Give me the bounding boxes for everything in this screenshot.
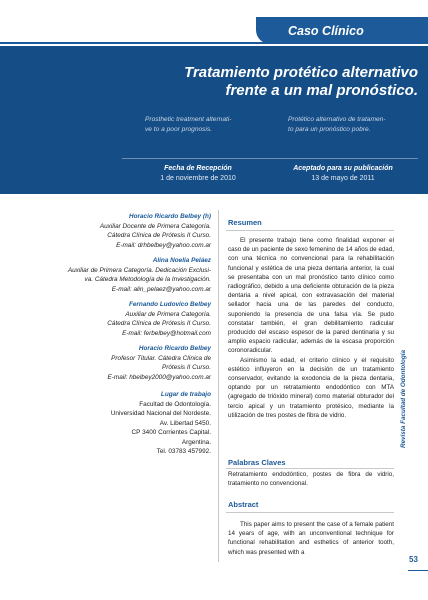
author-1: Horacio Ricardo Belbey (h) Auxiliar Docente de Primera Categoría. Cátedra Clínica de Prótesis II Curso. E-mail: drhbelbey@yahoo.com.ar (0, 212, 211, 250)
author-email: E-mail: hbelbey2000@yahoo.com.ar (107, 373, 211, 381)
workplace: Lugar de trabajo Facultad de Odontología. Universidad Nacional del Nordeste. Av. Libertad 5450. CP 3400 Corrientes Capital. Argentina. Tel. 03783 457992. (110, 391, 211, 455)
column-divider (218, 210, 219, 562)
palabras-heading: Palabras Claves (228, 458, 286, 467)
header-rule (0, 42, 428, 44)
author-email: E-mail: drhbelbey@yahoo.com.ar (116, 241, 211, 249)
english-title: Prosthetic treatment alternati- ve to a poor prognosis. (145, 116, 232, 133)
journal-name: Revista Facultad de Odontología (400, 350, 407, 448)
palabras-text: Retratamiento endodóntico, postes de fibra de vidrio, tratamiento no convencional. (228, 471, 394, 488)
footer-rule (408, 570, 428, 571)
author-3: Fernando Ludovico Belbey Auxiliar de Primera Categoría. Cátedra Clínica de Prótesis II Curso. E-mail: ferbelbey@hotmail.com (0, 300, 211, 338)
author-email: E-mail: ferbelbey@hotmail.com (122, 329, 211, 337)
resumen-rule (226, 230, 394, 231)
received-date: Fecha de Recepción 1 de noviembre de 2010 (160, 165, 236, 182)
section-tab (256, 17, 428, 44)
banner-divider (122, 158, 418, 159)
abstract-text: This paper aims to present the case of a female patient 14 years of age, with an unconventional technique for functional rehabilitation and esthetics of anterior tooth, which was presented with a (228, 521, 394, 556)
palabras-rule (226, 468, 394, 469)
author-2: Alina Noelia Peláez Auxiliar de Primera Categoría. Dedicación Exclusi- va. Cátedra Metodología de la Investigación. E-mail: alin_pelaez@yahoo.com.ar (0, 256, 211, 294)
abstract-rule (226, 512, 394, 513)
authors-column (0, 212, 211, 457)
section-label: Caso Clínico (288, 23, 364, 38)
article-title: Tratamiento protético alternativo frente a un mal pronóstico. (184, 64, 418, 99)
alternate-title: Protético alternativo de tratamen- to para un pronóstico pobre. (288, 116, 386, 133)
title-banner (0, 46, 428, 194)
page-number: 53 (409, 555, 418, 564)
author-email: E-mail: alin_pelaez@yahoo.com.ar (111, 285, 211, 293)
accepted-date: Aceptado para su publicación 13 de mayo de 2011 (293, 165, 393, 182)
abstract-heading: Abstract (228, 500, 259, 509)
author-4: Horacio Ricardo Belbey Profesor Titular. Cátedra Clínica de Prótesis II Curso. E-mail: hbelbey2000@yahoo.com.ar (0, 344, 211, 382)
resumen-heading: Resumen (228, 218, 262, 227)
resumen-text: El presente trabajo tiene como finalidad exponer el caso de un paciente de sexo femenino de 14 años de edad, con una técnica no convencional para la rehabilitación funcional y estética de una pieza dentaria anterior, la cual se presentaba con un mal pronóstico tanto clínico como radiográfico, debido a una deficiente obturación de la pieza dentaria a nivel apical, con extravasación del material sellador hacia una de las paredes del conducto, suponiendo la presencia de una falsa vía. Se pudo constatar también, el gran debilitamiento radicular producido del escaso espesor de la pared dentinaria y su amplio espacio radicular, además de la escasa proporción coronoradicular. Asimismo la edad, el criterio clínico y el requisito estético influyeron en la decisión de un tratamiento conservador, evitando la exodoncia de la pieza dentaria, optando por un retratamiento endodóntico con MTA (agregado de trióxido mineral) como material obturador del tercio apical y un tratamiento protésico, mediante la utilización de tres postes de fibra de vidrio. (228, 237, 394, 419)
